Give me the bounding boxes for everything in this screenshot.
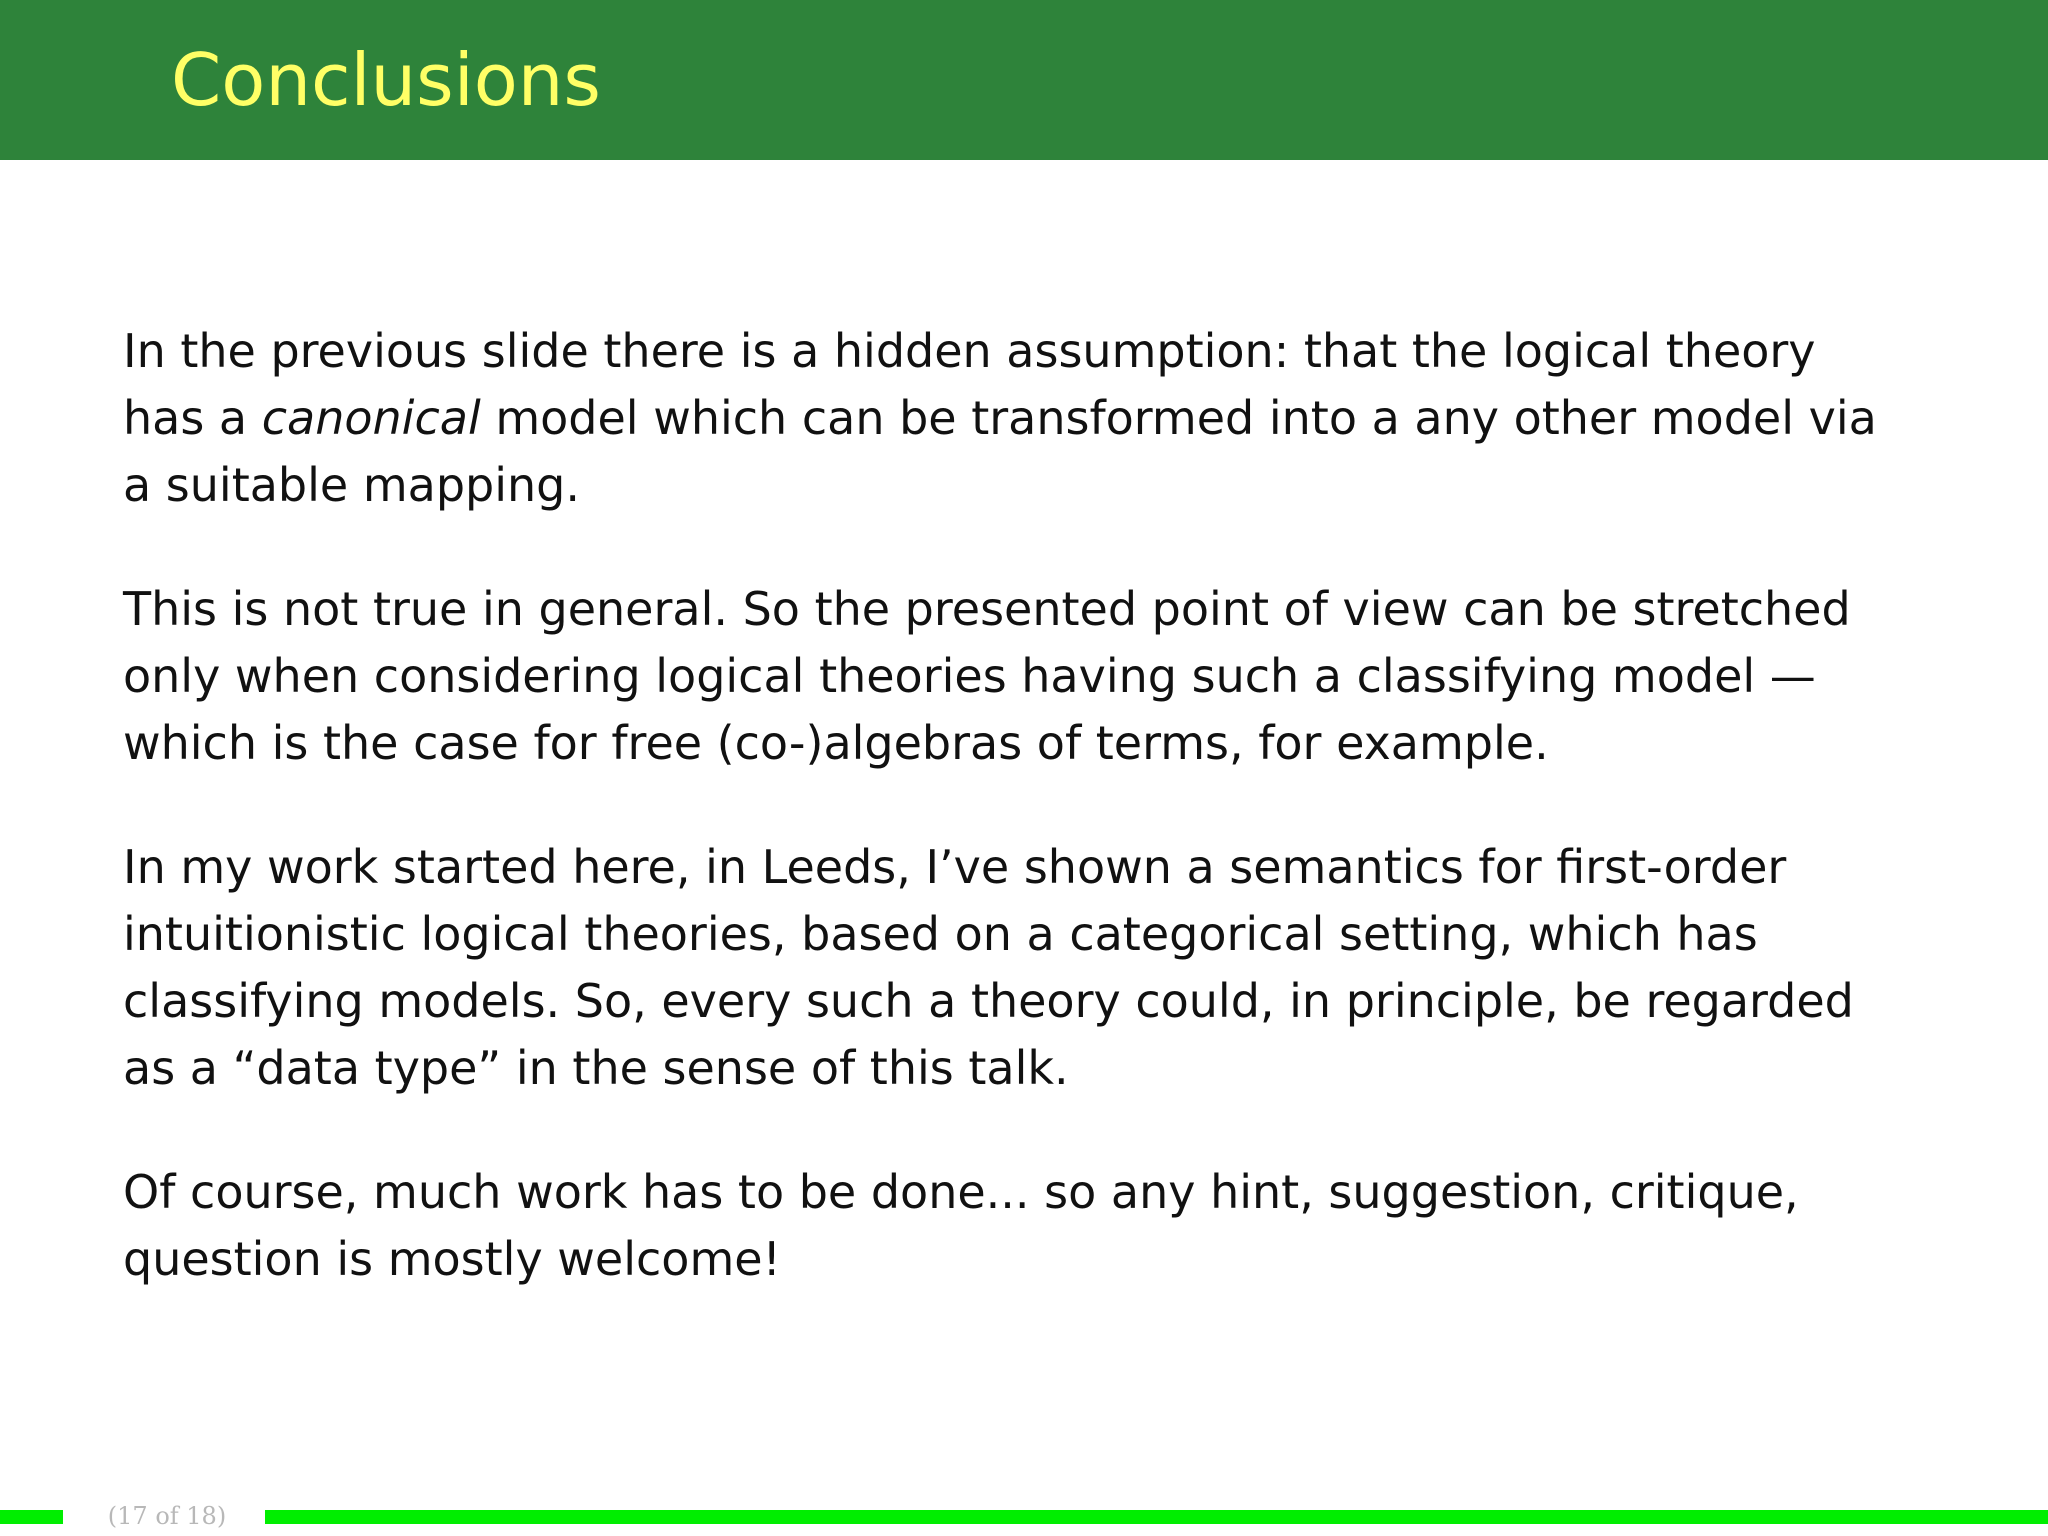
page-indicator: (17 of 18) xyxy=(107,1502,227,1530)
paragraph-3 xyxy=(123,834,2003,1102)
paragraph-line: a suitable mapping. xyxy=(123,458,580,512)
emphasized-term: canonical xyxy=(261,391,481,445)
slide-title: Conclusions xyxy=(171,38,601,122)
paragraph-line: Of course, much work has to be done... so any hint, suggestion, critique, xyxy=(123,1165,1799,1219)
paragraph-line: In the previous slide there is a hidden assumption: that the logical theory xyxy=(123,324,1816,378)
footer-progress-bar-right xyxy=(265,1510,2048,1524)
paragraph-line: This is not true in general. So the presented point of view can be stretched xyxy=(123,582,1851,636)
paragraph-line: classifying models. So, every such a theory could, in principle, be regarded xyxy=(123,974,1854,1028)
paragraph-line: intuitionistic logical theories, based on a categorical setting, which has xyxy=(123,907,1758,961)
paragraph-line: question is mostly welcome! xyxy=(123,1232,781,1286)
slide-footer xyxy=(0,1497,2048,1535)
footer-progress-bar-left xyxy=(0,1510,63,1524)
slide-body xyxy=(123,318,2003,1350)
paragraph-line: which is the case for free (co-)algebras of terms, for example. xyxy=(123,716,1549,770)
paragraph-2 xyxy=(123,576,2003,777)
paragraph-line: only when considering logical theories having such a classifying model — xyxy=(123,649,1816,703)
paragraph-line: In my work started here, in Leeds, I’ve shown a semantics for first-order xyxy=(123,840,1787,894)
paragraph-1 xyxy=(123,318,2003,519)
paragraph-line xyxy=(123,385,2003,452)
line-text-after: model which can be transformed into a any other model via xyxy=(480,391,1877,445)
line-text-before: has a xyxy=(123,391,262,445)
title-bar xyxy=(0,0,2048,160)
paragraph-line: as a “data type” in the sense of this talk. xyxy=(123,1041,1069,1095)
paragraph-4 xyxy=(123,1159,2003,1293)
